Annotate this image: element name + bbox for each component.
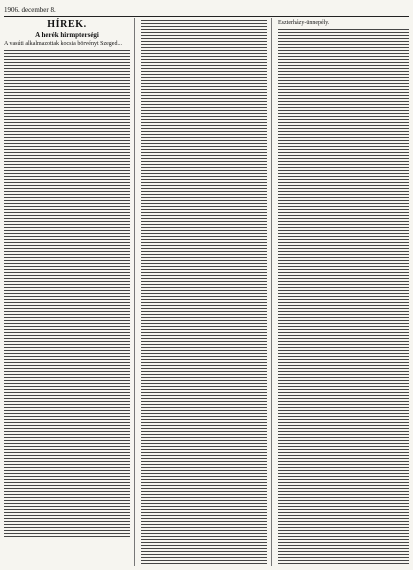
newspaper-page xyxy=(4,4,409,566)
column-3-lead: Eszterházy-ünnepély. xyxy=(278,20,330,26)
column-2-text xyxy=(141,20,267,566)
column-1 xyxy=(4,18,135,566)
column-1-lead: A vasúti alkalmazottak kocsia börvényt Szeged... xyxy=(4,41,122,47)
column-2 xyxy=(141,18,272,566)
column-1-text xyxy=(4,50,130,538)
date-left: 1906. december 8. xyxy=(4,6,56,14)
section-title: HÍREK. xyxy=(47,19,87,30)
column-3 xyxy=(278,18,409,566)
section-subtitle: A herék hirmpterségi xyxy=(35,31,99,39)
columns xyxy=(4,18,409,566)
column-3-text xyxy=(278,29,409,566)
header-bar xyxy=(4,4,409,17)
